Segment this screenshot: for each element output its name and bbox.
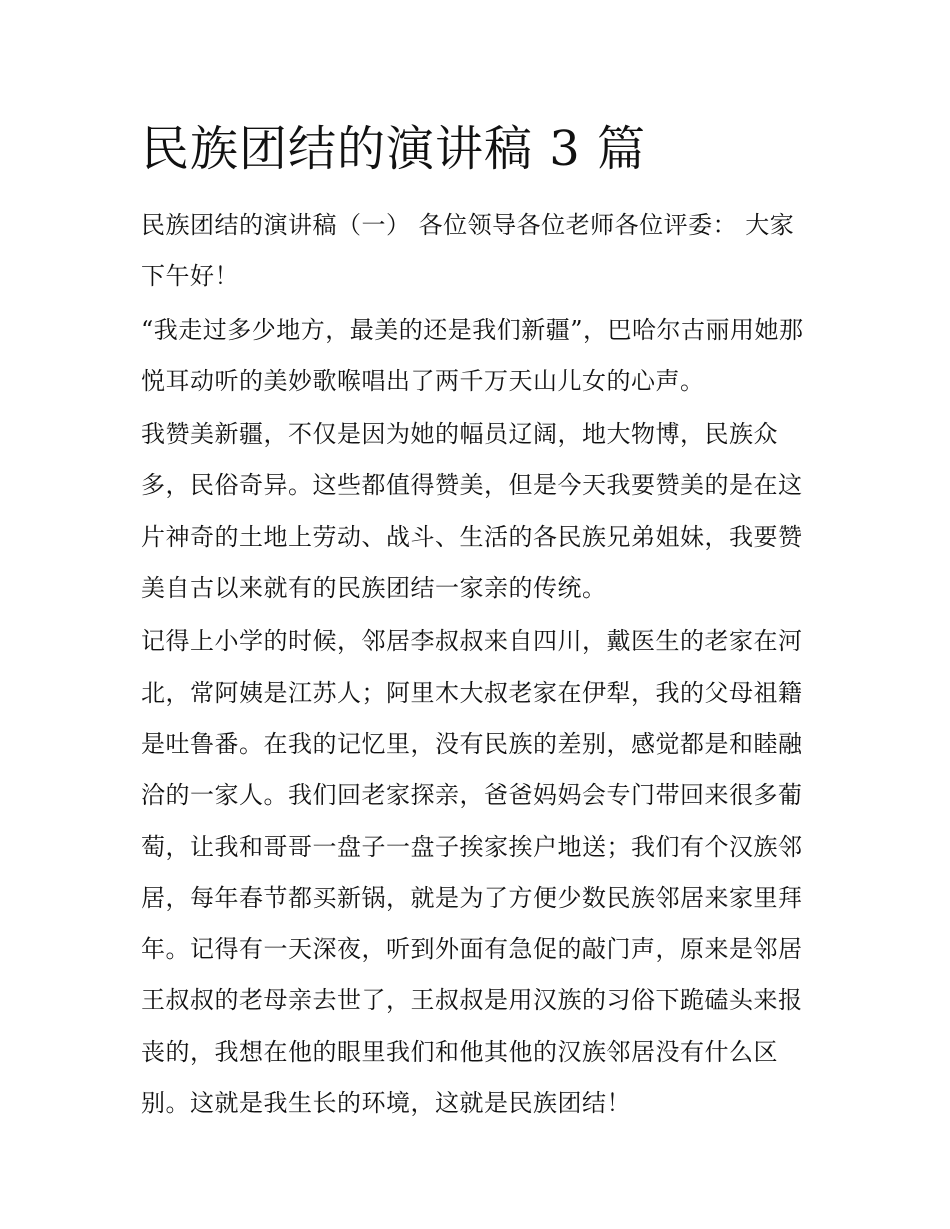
document-title: 民族团结的演讲稿 3 篇	[141, 121, 647, 177]
paragraph-song-quote: “我走过多少地方，最美的还是我们新疆”，巴哈尔古丽用她那悦耳动听的美妙歌喉唱出了两千万天山儿女的心声。	[141, 315, 804, 395]
paragraph-childhood-memory: 记得上小学的时候，邻居李叔叔来自四川，戴医生的老家在河北，常阿姨是江苏人；阿里木大叔老家在伊犁，我的父母祖籍是吐鲁番。在我的记忆里，没有民族的差别，感觉都是和睦融洽的一家人。我们回老家探亲，爸爸妈妈会专门带回来很多葡萄，让我和哥哥一盘子一盘子挨家挨户地送；我们有个汉族邻居，每年春节都买新锅，就是为了方便少数民族邻居来家里拜年。记得有一天深夜，听到外面有急促的敲门声，原来是邻居王叔叔的老母亲去世了，王叔叔是用汉族的习俗下跪磕头来报丧的，我想在他的眼里我们和他其他的汉族邻居没有什么区别。这就是我生长的环境，这就是民族团结！	[141, 627, 803, 1118]
paragraph-greeting: 民族团结的演讲稿（一） 各位领导各位老师各位评委： 大家下午好！	[141, 211, 795, 291]
document-body	[141, 200, 813, 1131]
paragraph-praise-xinjiang: 我赞美新疆，不仅是因为她的幅员辽阔，地大物博，民族众多，民俗奇异。这些都值得赞美，但是今天我要赞美的是在这片神奇的土地上劳动、战斗、生活的各民族兄弟姐妹，我要赞美自古以来就有的民族团结一家亲的传统。	[141, 420, 803, 603]
